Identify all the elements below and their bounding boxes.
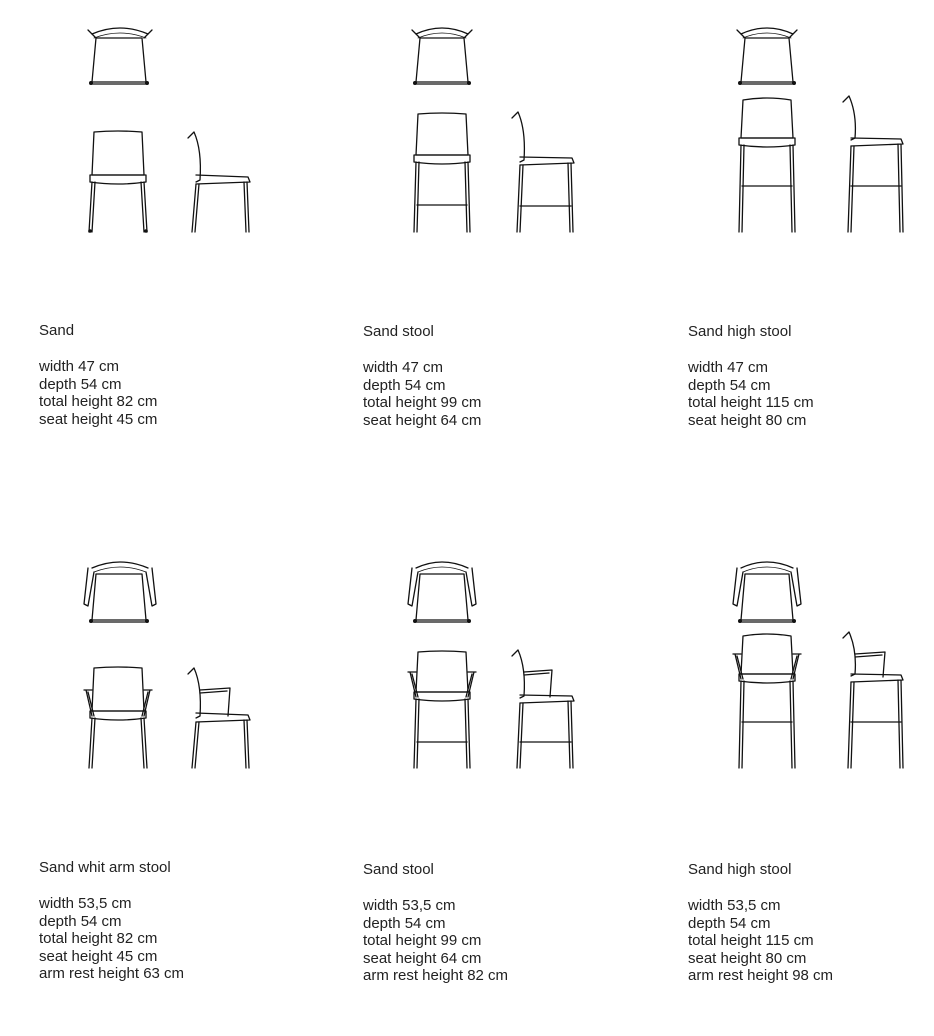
chair-views	[354, 20, 654, 280]
spec-seat-height: seat height 45 cm	[39, 410, 158, 428]
side-view	[843, 632, 903, 768]
spec-total-height: total height 99 cm	[363, 932, 482, 950]
product-sand-stool	[354, 20, 654, 500]
front-view	[84, 667, 152, 768]
chair-drawing-sand-high-stool	[679, 20, 934, 280]
spec-width: width 47 cm	[363, 359, 444, 376]
top-view	[408, 562, 476, 623]
chair-views	[679, 20, 934, 280]
spec-width: width 47 cm	[688, 359, 769, 376]
product-title: Sand whit arm stool	[39, 859, 171, 876]
spec-seat-height: seat height 80 cm	[688, 949, 807, 967]
product-title: Sand stool	[363, 323, 434, 340]
product-title: Sand	[39, 322, 75, 339]
top-view	[84, 562, 156, 623]
product-title: Sand high stool	[688, 861, 792, 878]
chair-drawing-sand-stool-arm	[354, 556, 654, 816]
chair-drawing-sand-high-stool-arm	[679, 556, 934, 816]
spec-arm-rest-height: arm rest height 98 cm	[688, 967, 834, 985]
spec-seat-height: seat height 64 cm	[363, 949, 482, 967]
chair-drawing-sand-arm	[30, 556, 330, 816]
front-view	[733, 634, 801, 768]
spec-seat-height: seat height 80 cm	[688, 411, 807, 429]
spec-total-height: total height 82 cm	[39, 393, 158, 411]
spec-depth: depth 54 cm	[39, 375, 122, 393]
spec-total-height: total height 115 cm	[688, 394, 814, 412]
spec-list	[688, 359, 814, 429]
side-view	[188, 132, 250, 232]
side-view	[512, 112, 574, 232]
chair-views	[354, 556, 654, 816]
product-sand-stool-arm	[354, 556, 654, 1036]
product-sand-high-stool-arm	[679, 556, 934, 1036]
spec-total-height: total height 115 cm	[688, 932, 814, 950]
product-title: Sand stool	[363, 861, 434, 878]
front-view	[408, 651, 476, 768]
product-sand-arm-chair	[30, 556, 330, 1036]
spec-depth: depth 54 cm	[39, 912, 122, 930]
spec-width: width 53,5 cm	[39, 895, 132, 912]
side-view	[843, 96, 903, 232]
spec-depth: depth 54 cm	[688, 914, 771, 932]
spec-list	[363, 359, 481, 429]
spec-seat-height: seat height 45 cm	[39, 947, 158, 965]
product-title: Sand high stool	[688, 323, 792, 340]
spec-depth: depth 54 cm	[688, 376, 771, 394]
spec-list	[688, 897, 833, 985]
top-view	[412, 28, 472, 85]
spec-depth: depth 54 cm	[363, 914, 446, 932]
side-view	[512, 650, 574, 768]
side-view	[188, 668, 250, 768]
chair-drawing-sand	[30, 20, 330, 280]
top-view	[733, 562, 801, 623]
spec-arm-rest-height: arm rest height 82 cm	[363, 967, 509, 985]
spec-total-height: total height 99 cm	[363, 394, 482, 412]
spec-width: width 47 cm	[39, 358, 120, 375]
spec-list	[39, 895, 184, 983]
chair-drawing-sand-stool	[354, 20, 654, 280]
spec-width: width 53,5 cm	[688, 897, 781, 914]
spec-seat-height: seat height 64 cm	[363, 411, 482, 429]
product-sand	[30, 20, 330, 500]
spec-width: width 53,5 cm	[363, 897, 456, 914]
spec-depth: depth 54 cm	[363, 376, 446, 394]
spec-list	[39, 358, 157, 428]
front-view	[414, 113, 470, 232]
chair-views	[30, 20, 330, 280]
chair-views	[30, 556, 330, 816]
front-view	[88, 131, 148, 233]
top-view	[737, 28, 797, 85]
spec-list	[363, 897, 508, 985]
product-sand-high-stool	[679, 20, 934, 500]
spec-total-height: total height 82 cm	[39, 930, 158, 948]
top-view	[88, 28, 152, 85]
spec-arm-rest-height: arm rest height 63 cm	[39, 965, 185, 983]
chair-views	[679, 556, 934, 816]
front-view	[739, 98, 795, 232]
